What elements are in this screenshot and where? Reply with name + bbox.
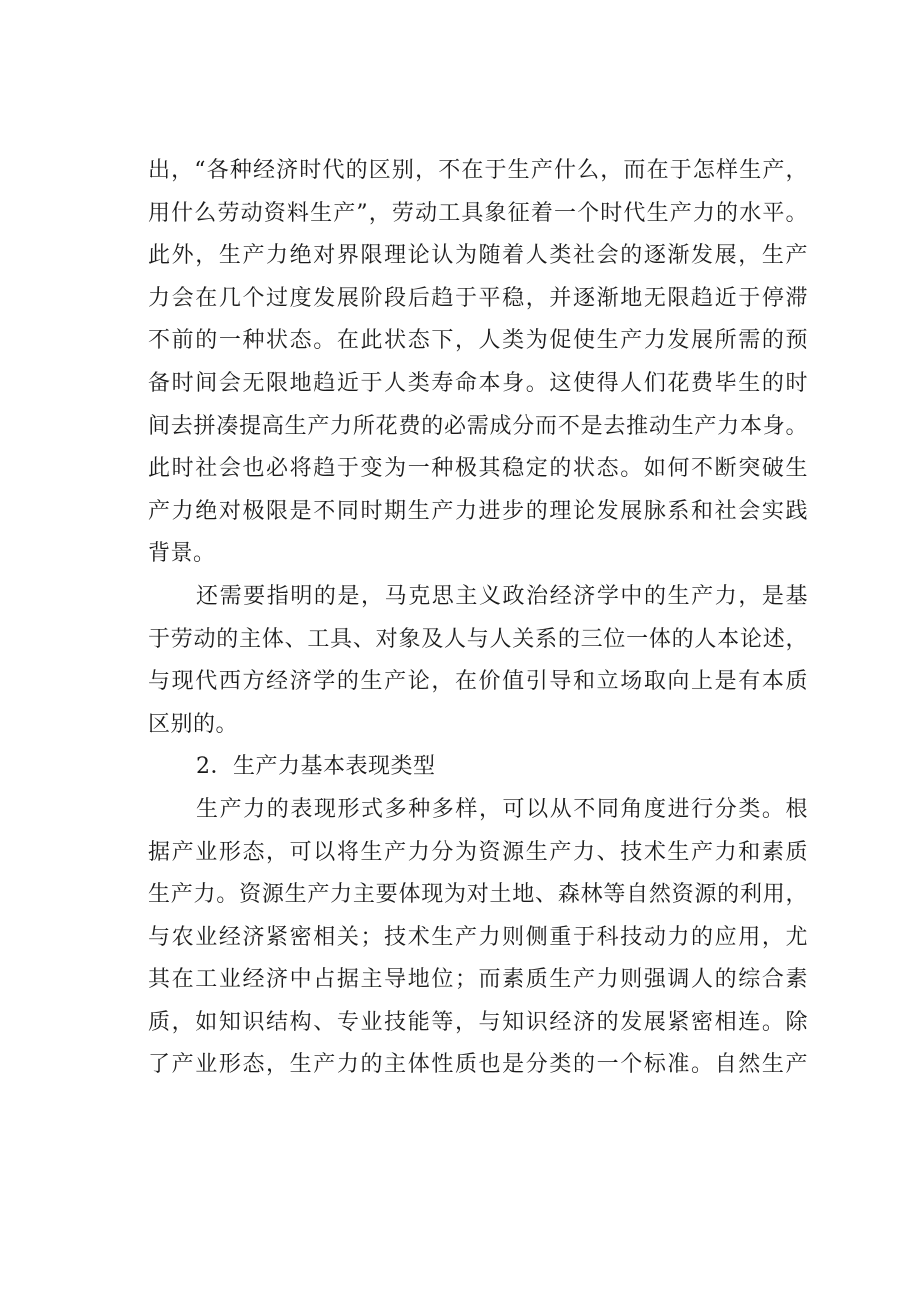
text-line: 出，“各种经济时代的区别，不在于生产什么，而在于怎样生产， <box>148 158 808 183</box>
text-line: 间去拼凑提高生产力所花费的必需成分而不是去推动生产力本身。 <box>148 413 808 439</box>
text-line: 与现代西方经济学的生产论，在价值引导和立场取向上是有本质 <box>148 669 808 695</box>
text-line: 背景。 <box>148 541 216 567</box>
text-line: 据产业形态，可以将生产力分为资源生产力、技术生产力和素质 <box>148 839 808 865</box>
document-body <box>148 150 808 1087</box>
paragraph-productivity-limits <box>148 150 808 576</box>
section-heading: 2．生产力基本表现类型 <box>196 754 436 780</box>
text-line: 力会在几个过度发展阶段后趋于平稳，并逐渐地无限趋近于停滞 <box>148 285 808 311</box>
text-line: 用什么劳动资料生产”，劳动工具象征着一个时代生产力的水平。 <box>148 200 808 226</box>
text-line: 不前的一种状态。在此状态下，人类为促使生产力发展所需的预 <box>148 328 808 354</box>
text-line: 生产力。资源生产力主要体现为对土地、森林等自然资源的利用， <box>148 882 808 908</box>
text-line: 产力绝对极限是不同时期生产力进步的理论发展脉系和社会实践 <box>148 498 808 524</box>
paragraph-marxist-productivity <box>148 576 808 746</box>
text-line: 于劳动的主体、工具、对象及人与人关系的三位一体的人本论述， <box>148 626 808 652</box>
text-line: 还需要指明的是，马克思主义政治经济学中的生产力，是基 <box>196 583 808 609</box>
text-line: 其在工业经济中占据主导地位；而素质生产力则强调人的综合素 <box>148 967 808 993</box>
text-line: 此时社会也必将趋于变为一种极其稳定的状态。如何不断突破生 <box>148 456 808 482</box>
text-line: 了产业形态，生产力的主体性质也是分类的一个标准。自然生产 <box>148 1052 808 1078</box>
text-line: 备时间会无限地趋近于人类寿命本身。这使得人们花费毕生的时 <box>148 370 808 396</box>
text-line: 此外，生产力绝对界限理论认为随着人类社会的逐渐发展，生产 <box>148 243 808 269</box>
text-line: 生产力的表现形式多种多样，可以从不同角度进行分类。根 <box>196 796 808 822</box>
text-line: 与农业经济紧密相关；技术生产力则侧重于科技动力的应用，尤 <box>148 924 808 950</box>
text-line: 质，如知识结构、专业技能等，与知识经济的发展紧密相连。除 <box>148 1009 808 1035</box>
text-line: 区别的。 <box>148 711 239 737</box>
paragraph-productivity-types <box>148 789 808 1087</box>
